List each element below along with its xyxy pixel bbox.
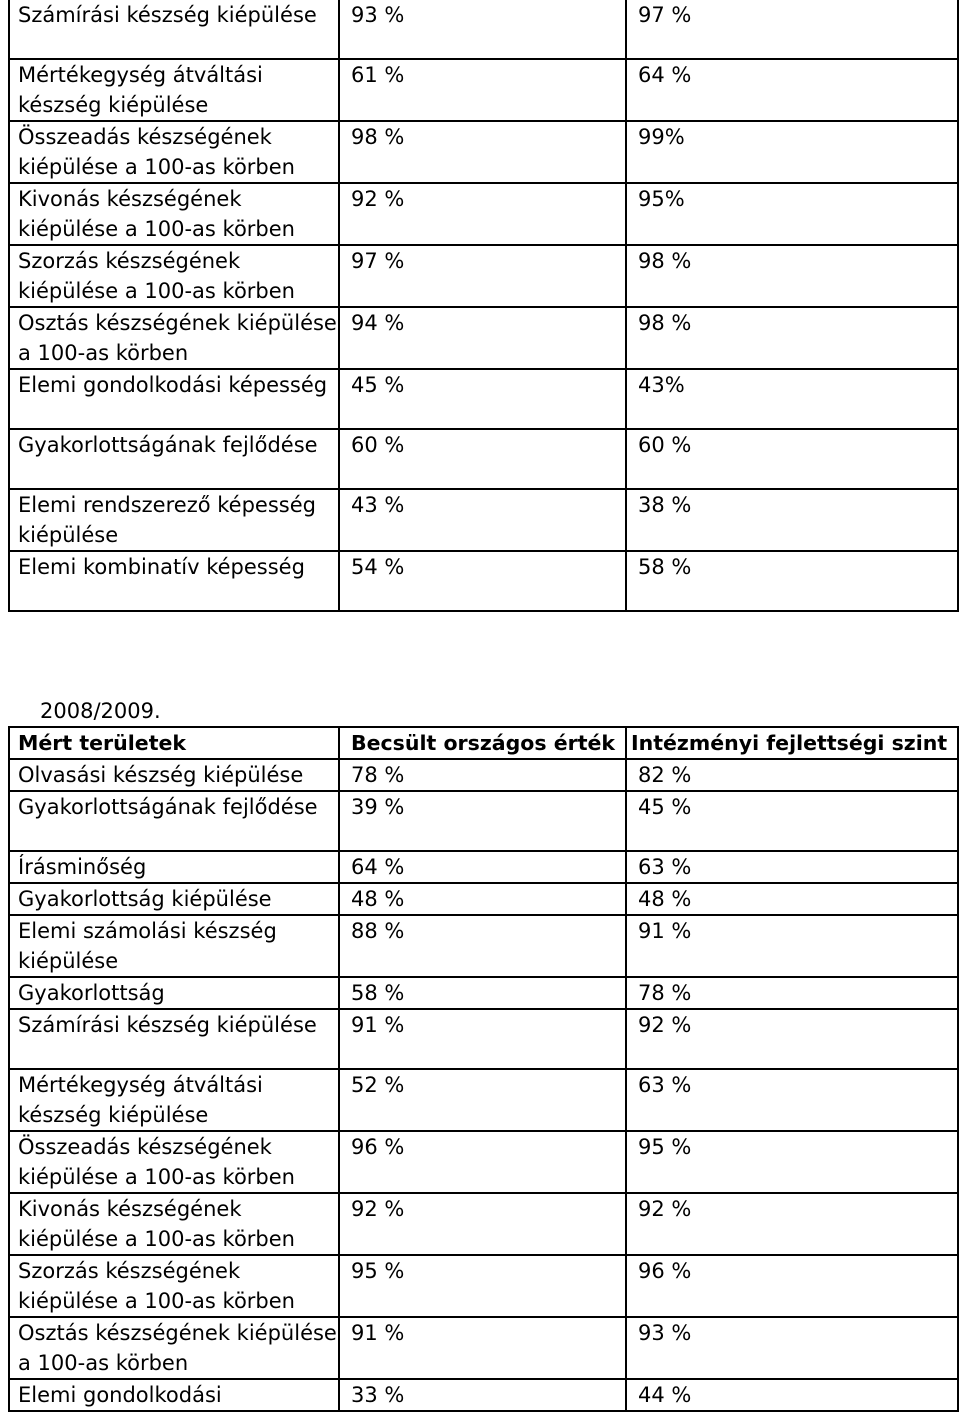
table-row — [9, 307, 958, 369]
national-value-cell: 97 % — [339, 245, 626, 307]
area-cell: Mértékegység átváltási készség kiépülése — [9, 59, 339, 121]
area-cell: Összeadás készségének kiépülése a 100-as körben — [9, 121, 339, 183]
national-value-cell: 45 % — [339, 369, 626, 429]
institution-value-cell: 43% — [626, 369, 958, 429]
institution-value-cell: 96 % — [626, 1255, 958, 1317]
table-row — [9, 791, 958, 851]
table-row — [9, 759, 958, 791]
national-value-cell: 52 % — [339, 1069, 626, 1131]
header-institution-level: Intézményi fejlettségi szint — [626, 727, 958, 759]
results-table-2008-2009 — [8, 726, 959, 1412]
table-row — [9, 977, 958, 1009]
national-value-cell: 91 % — [339, 1317, 626, 1379]
table-row — [9, 369, 958, 429]
national-value-cell: 98 % — [339, 121, 626, 183]
institution-value-cell: 44 % — [626, 1379, 958, 1411]
area-cell: Szorzás készségének kiépülése a 100-as körben — [9, 245, 339, 307]
table-row — [9, 183, 958, 245]
area-cell: Elemi gondolkodási képesség — [9, 369, 339, 429]
national-value-cell: 96 % — [339, 1131, 626, 1193]
area-cell: Szorzás készségének kiépülése a 100-as körben — [9, 1255, 339, 1317]
table-row — [9, 489, 958, 551]
area-cell: Kivonás készségének kiépülése a 100-as körben — [9, 1193, 339, 1255]
institution-value-cell: 63 % — [626, 851, 958, 883]
area-cell: Elemi rendszerező képesség kiépülése — [9, 489, 339, 551]
institution-value-cell: 92 % — [626, 1193, 958, 1255]
national-value-cell: 92 % — [339, 1193, 626, 1255]
area-cell: Elemi számolási készség kiépülése — [9, 915, 339, 977]
institution-value-cell: 99% — [626, 121, 958, 183]
area-cell: Gyakorlottság — [9, 977, 339, 1009]
institution-value-cell: 92 % — [626, 1009, 958, 1069]
institution-value-cell: 98 % — [626, 307, 958, 369]
table-row — [9, 1131, 958, 1193]
national-value-cell: 78 % — [339, 759, 626, 791]
national-value-cell: 64 % — [339, 851, 626, 883]
institution-value-cell: 97 % — [626, 0, 958, 59]
school-year-label: 2008/2009. — [40, 699, 161, 723]
national-value-cell: 60 % — [339, 429, 626, 489]
table-row — [9, 915, 958, 977]
institution-value-cell: 60 % — [626, 429, 958, 489]
area-cell: Elemi gondolkodási — [9, 1379, 339, 1411]
institution-value-cell: 64 % — [626, 59, 958, 121]
area-cell: Mértékegység átváltási készség kiépülése — [9, 1069, 339, 1131]
area-cell: Kivonás készségének kiépülése a 100-as körben — [9, 183, 339, 245]
area-cell: Elemi kombinatív képesség — [9, 551, 339, 611]
institution-value-cell: 45 % — [626, 791, 958, 851]
table-row — [9, 1379, 958, 1411]
table-row — [9, 245, 958, 307]
institution-value-cell: 91 % — [626, 915, 958, 977]
national-value-cell: 88 % — [339, 915, 626, 977]
national-value-cell: 94 % — [339, 307, 626, 369]
national-value-cell: 93 % — [339, 0, 626, 59]
table-row — [9, 0, 958, 59]
national-value-cell: 91 % — [339, 1009, 626, 1069]
institution-value-cell: 78 % — [626, 977, 958, 1009]
national-value-cell: 58 % — [339, 977, 626, 1009]
area-cell: Gyakorlottságának fejlődése — [9, 791, 339, 851]
national-value-cell: 95 % — [339, 1255, 626, 1317]
table-row — [9, 851, 958, 883]
area-cell: Osztás készségének kiépülése a 100-as körben — [9, 307, 339, 369]
institution-value-cell: 95 % — [626, 1131, 958, 1193]
national-value-cell: 43 % — [339, 489, 626, 551]
institution-value-cell: 98 % — [626, 245, 958, 307]
table-row — [9, 1069, 958, 1131]
header-national-estimate: Becsült országos érték — [339, 727, 626, 759]
national-value-cell: 54 % — [339, 551, 626, 611]
area-cell: Gyakorlottság kiépülése — [9, 883, 339, 915]
table-row — [9, 551, 958, 611]
institution-value-cell: 58 % — [626, 551, 958, 611]
national-value-cell: 39 % — [339, 791, 626, 851]
institution-value-cell: 82 % — [626, 759, 958, 791]
national-value-cell: 33 % — [339, 1379, 626, 1411]
results-table-previous — [8, 0, 959, 612]
area-cell: Írásminőség — [9, 851, 339, 883]
national-value-cell: 48 % — [339, 883, 626, 915]
area-cell: Számírási készség kiépülése — [9, 0, 339, 59]
institution-value-cell: 48 % — [626, 883, 958, 915]
table-row — [9, 121, 958, 183]
area-cell: Osztás készségének kiépülése a 100-as körben — [9, 1317, 339, 1379]
national-value-cell: 61 % — [339, 59, 626, 121]
table-row — [9, 1193, 958, 1255]
table-row — [9, 429, 958, 489]
area-cell: Olvasási készség kiépülése — [9, 759, 339, 791]
table-row — [9, 1255, 958, 1317]
area-cell: Összeadás készségének kiépülése a 100-as körben — [9, 1131, 339, 1193]
institution-value-cell: 63 % — [626, 1069, 958, 1131]
table-row — [9, 59, 958, 121]
institution-value-cell: 95% — [626, 183, 958, 245]
header-measured-areas: Mért területek — [9, 727, 339, 759]
table-row — [9, 1317, 958, 1379]
table-row — [9, 1009, 958, 1069]
table-header-row — [9, 727, 958, 759]
national-value-cell: 92 % — [339, 183, 626, 245]
institution-value-cell: 93 % — [626, 1317, 958, 1379]
table-row — [9, 883, 958, 915]
area-cell: Gyakorlottságának fejlődése — [9, 429, 339, 489]
area-cell: Számírási készség kiépülése — [9, 1009, 339, 1069]
institution-value-cell: 38 % — [626, 489, 958, 551]
